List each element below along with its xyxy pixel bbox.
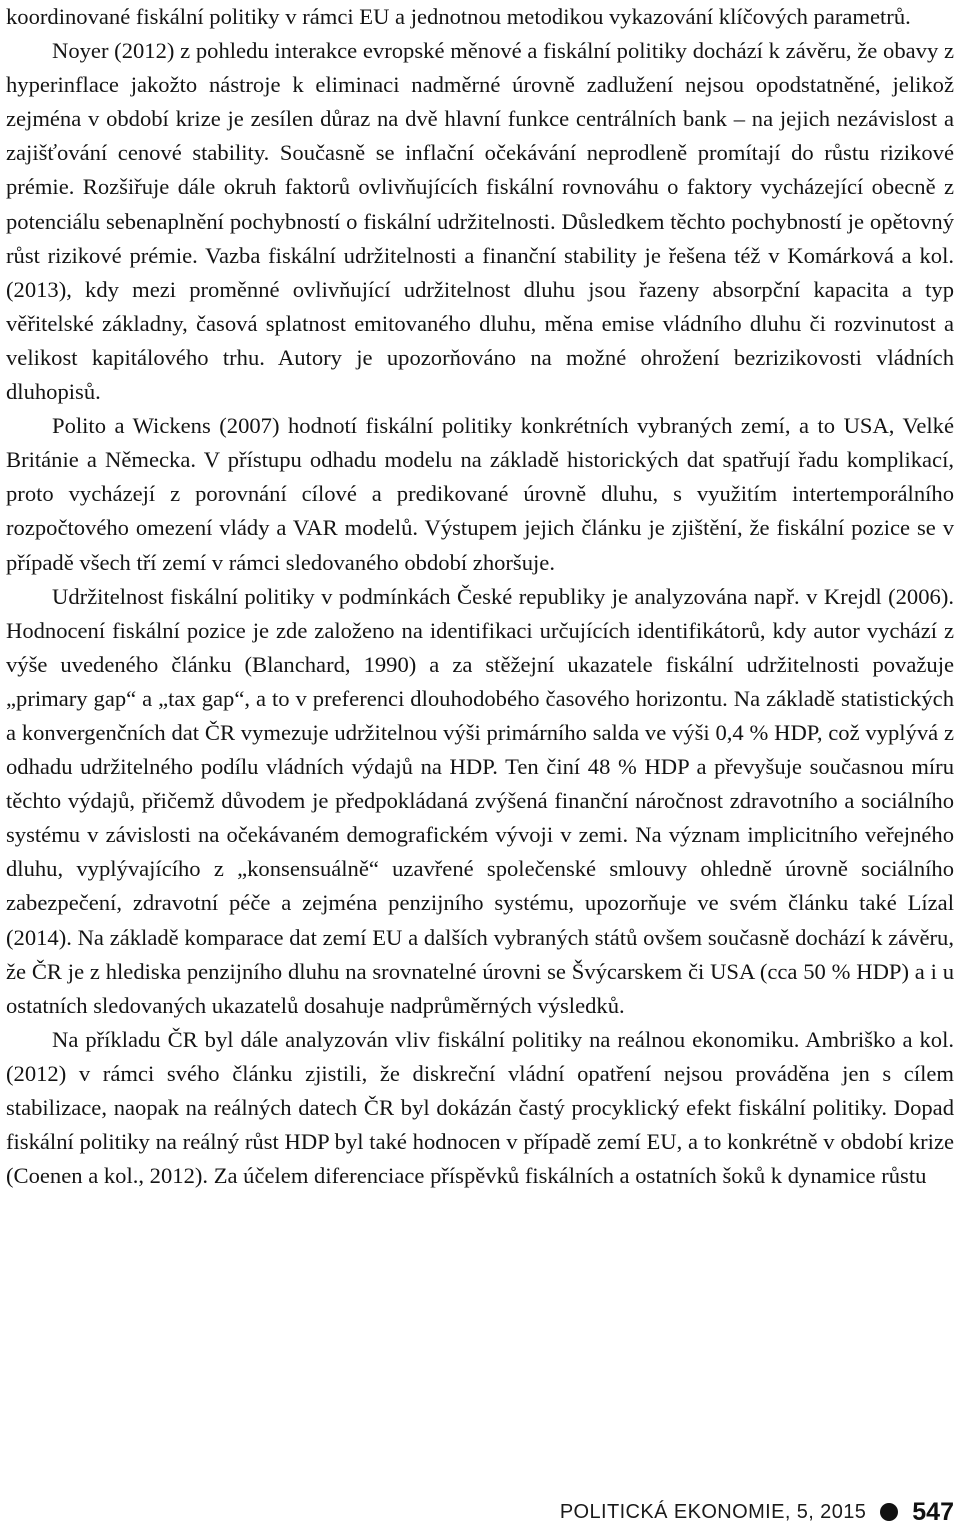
journal-name: POLITICKÁ EKONOMIE, 5, 2015 [559, 1500, 867, 1523]
paragraph-krejdl: Udržitelnost fiskální politiky v podmínkách České republiky je analyzována např. v Krejdl (2006). Hodnocení fiskální pozice je zde založeno na identifikaci určujících identifikátorů, kdy autor vychází z výše uvedeného článku (Blanchard, 1990) a za stěžejní ukazatele fiskální udržitelnosti považuje „primary gap“ a „tax gap“, a to v preferenci dlouhodobého časového horizontu. Na základě statistických a konvergenčních dat ČR vymezuje udržitelnou výši primárního salda ve výši 0,4 % HDP, což vyplývá z odhadu udržitelného podílu vládních výdajů na HDP. Ten činí 48 % HDP a převyšuje současnou míru těchto výdajů, přičemž důvodem je předpokládaná zvýšená finanční náročnost zdravotního a sociálního systému v závislosti na očekávaném demografickém vývoji v zemi. Na význam implicitního veřejného dluhu, vyplývajícího z „konsensuálně“ uzavřené společenské smlouvy ohledně úrovně sociálního zabezpečení, zdravotní péče a zejména penzijního systému, upozorňuje ve svém článku také Lízal (2014). Na základě komparace dat zemí EU a dalších vybraných států ovšem současně dochází k závěru, že ČR je z hlediska penzijního dluhu na srovnatelné úrovni se Švýcarskem či USA (cca 50 % HDP) a i u ostatních sledovaných ukazatelů dosahuje nadprůměrných výsledků. [6, 583, 954, 1018]
paragraph-noyer: Noyer (2012) z pohledu interakce evropské měnové a fiskální politiky dochází k závěru, že obavy z hyperinflace jakožto nástroje k eliminaci nadměrné úrovně zadlužení nejsou opodstatněné, jelikož zejména v období krize je zesílen důraz na dvě hlavní funkce centrálních bank – na jejich nezávislost a zajišťování cenové stability. Současně se inflační očekávání neprodleně promítají do růstu rizikové prémie. Rozšiřuje dále okruh faktorů ovlivňujících fiskální rovnováhu o faktory vycházející obecně z potenciálu sebenaplnění pochybností o fiskální udržitelnosti. Důsledkem těchto pochybností je opětovný růst rizikové prémie. Vazba fiskální udržitelnosti a finanční stability je řešena též v Komárková a kol. (2013), kdy mezi proměnné ovlivňující udržitelnost dluhu jsou řazeny absorpční kapacita a typ věřitelské základny, časová splatnost emitovaného dluhu, měna emise vládního dluhu či rozvinutost a velikost kapitálového trhu. Autory je upozorňováno na možné ohrožení bezrizikovosti vládních dluhopisů. [6, 38, 954, 405]
page-footer [560, 1492, 954, 1532]
bullet-dot-icon [880, 1503, 898, 1521]
page-body [6, 0, 954, 1193]
paragraph-continuation: koordinované fiskální politiky v rámci EU a jednotnou metodikou vykazování klíčových parametrů. [6, 4, 911, 29]
paragraph-ambrisko: Na příkladu ČR byl dále analyzován vliv fiskální politiky na reálnou ekonomiku. Ambriško a kol. (2012) v rámci svého článku zjistili, že diskreční vládní opatření nejsou prováděna jen s cílem stabilizace, naopak na reálných datech ČR byl dokázán častý procyklický efekt fiskální politiky. Dopad fiskální politiky na reálný růst HDP byl také hodnocen v případě zemí EU, a to konkrétně v období krize (Coenen a kol., 2012). Za účelem diferenciace příspěvků fiskálních a ostatních šoků k dynamice růstu [6, 1026, 954, 1189]
paragraph-polito-wickens: Polito a Wickens (2007) hodnotí fiskální politiky konkrétních vybraných zemí, a to USA, Velké Británie a Německa. V přístupu odhadu modelu na základě historických dat spatřují řadu komplikací, proto vycházejí z porovnání cílové a predikované úrovně dluhu, s využitím intertemporálního rozpočtového omezení vlády a VAR modelů. Výstupem jejich článku je zjištění, že fiskální pozice se v případě všech tří zemí v rámci sledovaného období zhoršuje. [6, 413, 954, 575]
page-number: 547 [912, 1497, 954, 1526]
